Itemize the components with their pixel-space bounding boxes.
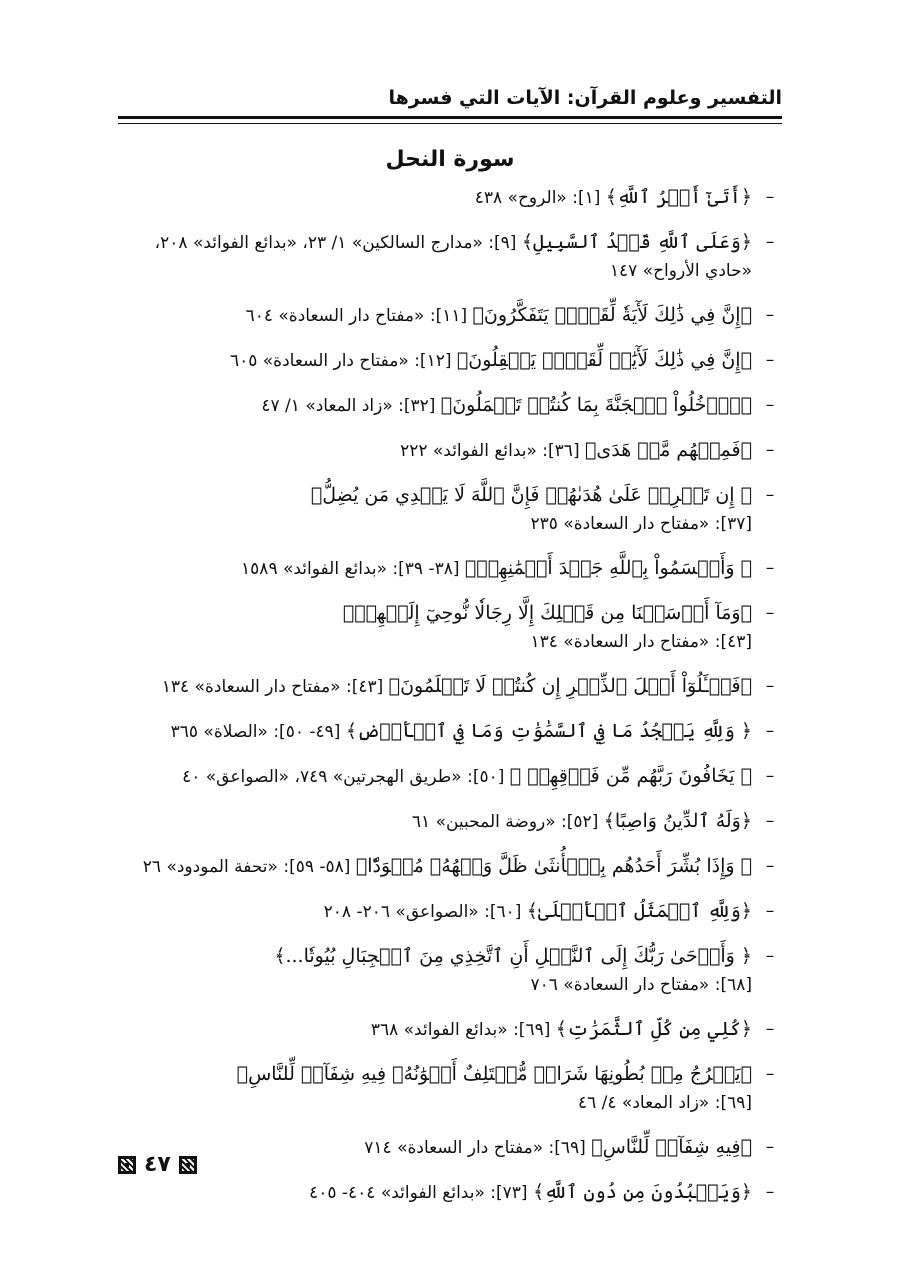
header-rule-thin <box>118 123 782 124</box>
verse-text: ﴿ وَأَوۡحَىٰ رَبُّكَ إِلَى ٱلنَّحۡلِ أَنِ ٱتَّخِذِي مِنَ ٱلۡجِبَالِ بُيُوتٗا...﴾ <box>274 945 752 967</box>
list-item <box>118 346 782 375</box>
verse-reference: [٣٢]: «زاد المعاد» ١/ ٤٧ <box>261 396 436 416</box>
verse-reference: [٣٦]: «بدائع الفوائد» ٢٢٢ <box>400 441 580 461</box>
running-header: التفسير وعلوم القرآن: الآيات التي فسرها <box>388 87 782 109</box>
list-item <box>118 301 782 330</box>
verse-text: ﴿كُلِي مِن كُلِّ ٱلثَّمَرَٰتِ﴾ <box>555 1018 752 1040</box>
verse-text: ﴿فَسۡـَٔلُوٓاْ أَهۡلَ ٱلذِّكۡرِ إِن كُنتُمۡ لَا تَعۡلَمُونَ﴾ <box>388 675 752 697</box>
list-item <box>118 672 782 701</box>
verse-text: ﴿يَخۡرُجُ مِنۢ بُطُونِهَا شَرَابٞ مُّخۡتَلِفٌ أَلۡوَٰنُهُۥ فِيهِ شِفَآءٞ لِّلنَّاسِ﴾ <box>236 1063 752 1085</box>
list-dash: – <box>765 232 775 252</box>
list-item <box>118 1133 782 1162</box>
verse-text: ﴿فِيهِ شِفَآءٞ لِّلنَّاسِ﴾ <box>591 1136 752 1158</box>
page-footer <box>118 1150 197 1180</box>
verse-reference: [٤٣]: «مفتاح دار السعادة» ١٣٤ <box>530 632 752 652</box>
verse-text: ﴿وَلِلَّهِ ٱلۡمَثَلُ ٱلۡأَعۡلَىٰ﴾ <box>526 900 752 922</box>
list-item <box>118 852 782 881</box>
list-item <box>118 1015 782 1044</box>
verse-text: ﴿وَلَهُ ٱلدِّينُ وَاصِبًا﴾ <box>603 810 752 832</box>
list-dash: – <box>765 1019 775 1039</box>
verse-reference: [٩]: «مدارج السالكين» ١/ ٢٣، «بدائع الفوائد» ٢٠٨، «حادي الأرواح» ١٤٧ <box>154 233 752 281</box>
verse-reference: [٥٨- ٥٩]: «تحفة المودود» ٢٦ <box>142 857 351 877</box>
list-item <box>118 1178 782 1207</box>
verse-reference: [٤٩- ٥٠]: «الصلاة» ٣٦٥ <box>170 722 341 742</box>
list-item <box>118 554 782 583</box>
list-dash: – <box>765 558 775 578</box>
list-dash: – <box>765 811 775 831</box>
list-item <box>118 762 782 791</box>
list-dash: – <box>765 1182 775 1202</box>
list-item <box>118 1060 782 1117</box>
list-item <box>118 807 782 836</box>
page-number: ٤٧ <box>144 1152 171 1177</box>
list-item <box>118 897 782 926</box>
list-dash: – <box>765 946 775 966</box>
verse-entries-list <box>118 183 782 1223</box>
verse-text: ﴿ٱدۡخُلُواْ ٱلۡجَنَّةَ بِمَا كُنتُمۡ تَعۡمَلُونَ﴾ <box>440 394 752 416</box>
list-dash: – <box>765 1137 775 1157</box>
verse-reference: [٦٩]: «زاد المعاد» ٤/ ٤٦ <box>577 1093 752 1113</box>
verse-reference: [٦٠]: «الصواعق» ٢٠٦- ٢٠٨ <box>323 902 522 922</box>
list-dash: – <box>765 187 775 207</box>
verse-text: ﴿ يَخَافُونَ رَبَّهُم مِّن فَوۡقِهِمۡ ﴾ <box>509 765 752 787</box>
list-item <box>118 228 782 285</box>
verse-text: ﴿ وَإِذَا بُشِّرَ أَحَدُهُم بِٱلۡأُنثَىٰ ظَلَّ وَجۡهُهُۥ مُسۡوَدّٗا﴾ <box>355 855 752 877</box>
verse-reference: [١]: «الروح» ٤٣٨ <box>474 188 601 208</box>
verse-reference: [٣٨- ٣٩]: «بدائع الفوائد» ١٥٨٩ <box>241 559 460 579</box>
list-dash: – <box>765 305 775 325</box>
list-dash: – <box>765 350 775 370</box>
verse-reference: [٦٩]: «مفتاح دار السعادة» ٧١٤ <box>364 1138 586 1158</box>
list-item <box>118 717 782 746</box>
verse-text: ﴿وَعَلَى ٱللَّهِ قَصۡدُ ٱلسَّبِيلِ﴾ <box>521 231 752 253</box>
list-dash: – <box>765 395 775 415</box>
list-dash: – <box>765 440 775 460</box>
verse-reference: [١٢]: «مفتاح دار السعادة» ٦٠٥ <box>229 351 452 371</box>
list-dash: – <box>765 603 775 623</box>
verse-reference: [٣٧]: «مفتاح دار السعادة» ٢٣٥ <box>530 514 752 534</box>
ornament-icon <box>179 1156 197 1174</box>
sura-title: سورة النحل <box>385 147 515 172</box>
list-dash: – <box>765 485 775 505</box>
list-item <box>118 942 782 999</box>
verse-reference: [٤٣]: «مفتاح دار السعادة» ١٣٤ <box>161 677 384 697</box>
verse-text: ﴿وَمَآ أَرۡسَلۡنَا مِن قَبۡلِكَ إِلَّا رِجَالٗا نُّوحِيٓ إِلَيۡهِمۡ﴾ <box>342 602 752 624</box>
list-dash: – <box>765 766 775 786</box>
verse-text: ﴿إِنَّ فِي ذَٰلِكَ لَأٓيَٰتٖ لِّقَوۡمٖ يَعۡقِلُونَ﴾ <box>456 349 752 371</box>
list-dash: – <box>765 676 775 696</box>
verse-text: ﴿ وَلِلَّهِ يَسۡجُدُ مَا فِي ٱلسَّمَٰوَٰتِ وَمَا فِي ٱلۡأَرۡضِ﴾ <box>345 720 752 742</box>
list-item <box>118 183 782 212</box>
verse-text: ﴿فَمِنۡهُم مَّنۡ هَدَى﴾ <box>584 439 752 461</box>
verse-text: ﴿وَيَعۡبُدُونَ مِن دُونِ ٱللَّهِ﴾ <box>532 1181 752 1203</box>
verse-reference: [٥٠]: «طريق الهجرتين» ٧٤٩، «الصواعق» ٤٠ <box>182 767 505 787</box>
list-dash: – <box>765 1064 775 1084</box>
verse-text: ﴿ وَأَقۡسَمُواْ بِٱللَّهِ جَهۡدَ أَيۡمَٰنِهِمۡ﴾ <box>464 557 752 579</box>
list-item <box>118 481 782 538</box>
verse-text: ﴿إِنَّ فِي ذَٰلِكَ لَأٓيَةٗ لِّقَوۡمٖ يَتَفَكَّرُونَ﴾ <box>472 304 752 326</box>
verse-reference: [٥٢]: «روضة المحبين» ٦١ <box>411 812 599 832</box>
header-rule-thick <box>118 116 782 119</box>
verse-text: ﴿أَتَىٰٓ أَمۡرُ ٱللَّهِ﴾ <box>605 186 752 208</box>
verse-reference: [٦٨]: «مفتاح دار السعادة» ٧٠٦ <box>530 975 752 995</box>
verse-reference: [٧٣]: «بدائع الفوائد» ٤٠٤- ٤٠٥ <box>309 1183 528 1203</box>
list-dash: – <box>765 856 775 876</box>
verse-reference: [٦٩]: «بدائع الفوائد» ٣٦٨ <box>370 1020 551 1040</box>
list-item <box>118 599 782 656</box>
list-dash: – <box>765 901 775 921</box>
verse-reference: [١١]: «مفتاح دار السعادة» ٦٠٤ <box>245 306 468 326</box>
list-dash: – <box>765 721 775 741</box>
list-item <box>118 436 782 465</box>
ornament-icon <box>118 1156 136 1174</box>
list-item <box>118 391 782 420</box>
verse-text: ﴿ إِن تَحۡرِصۡ عَلَىٰ هُدَىٰهُمۡ فَإِنَّ ٱللَّهَ لَا يَهۡدِي مَن يُضِلُّ﴾ <box>310 484 752 506</box>
